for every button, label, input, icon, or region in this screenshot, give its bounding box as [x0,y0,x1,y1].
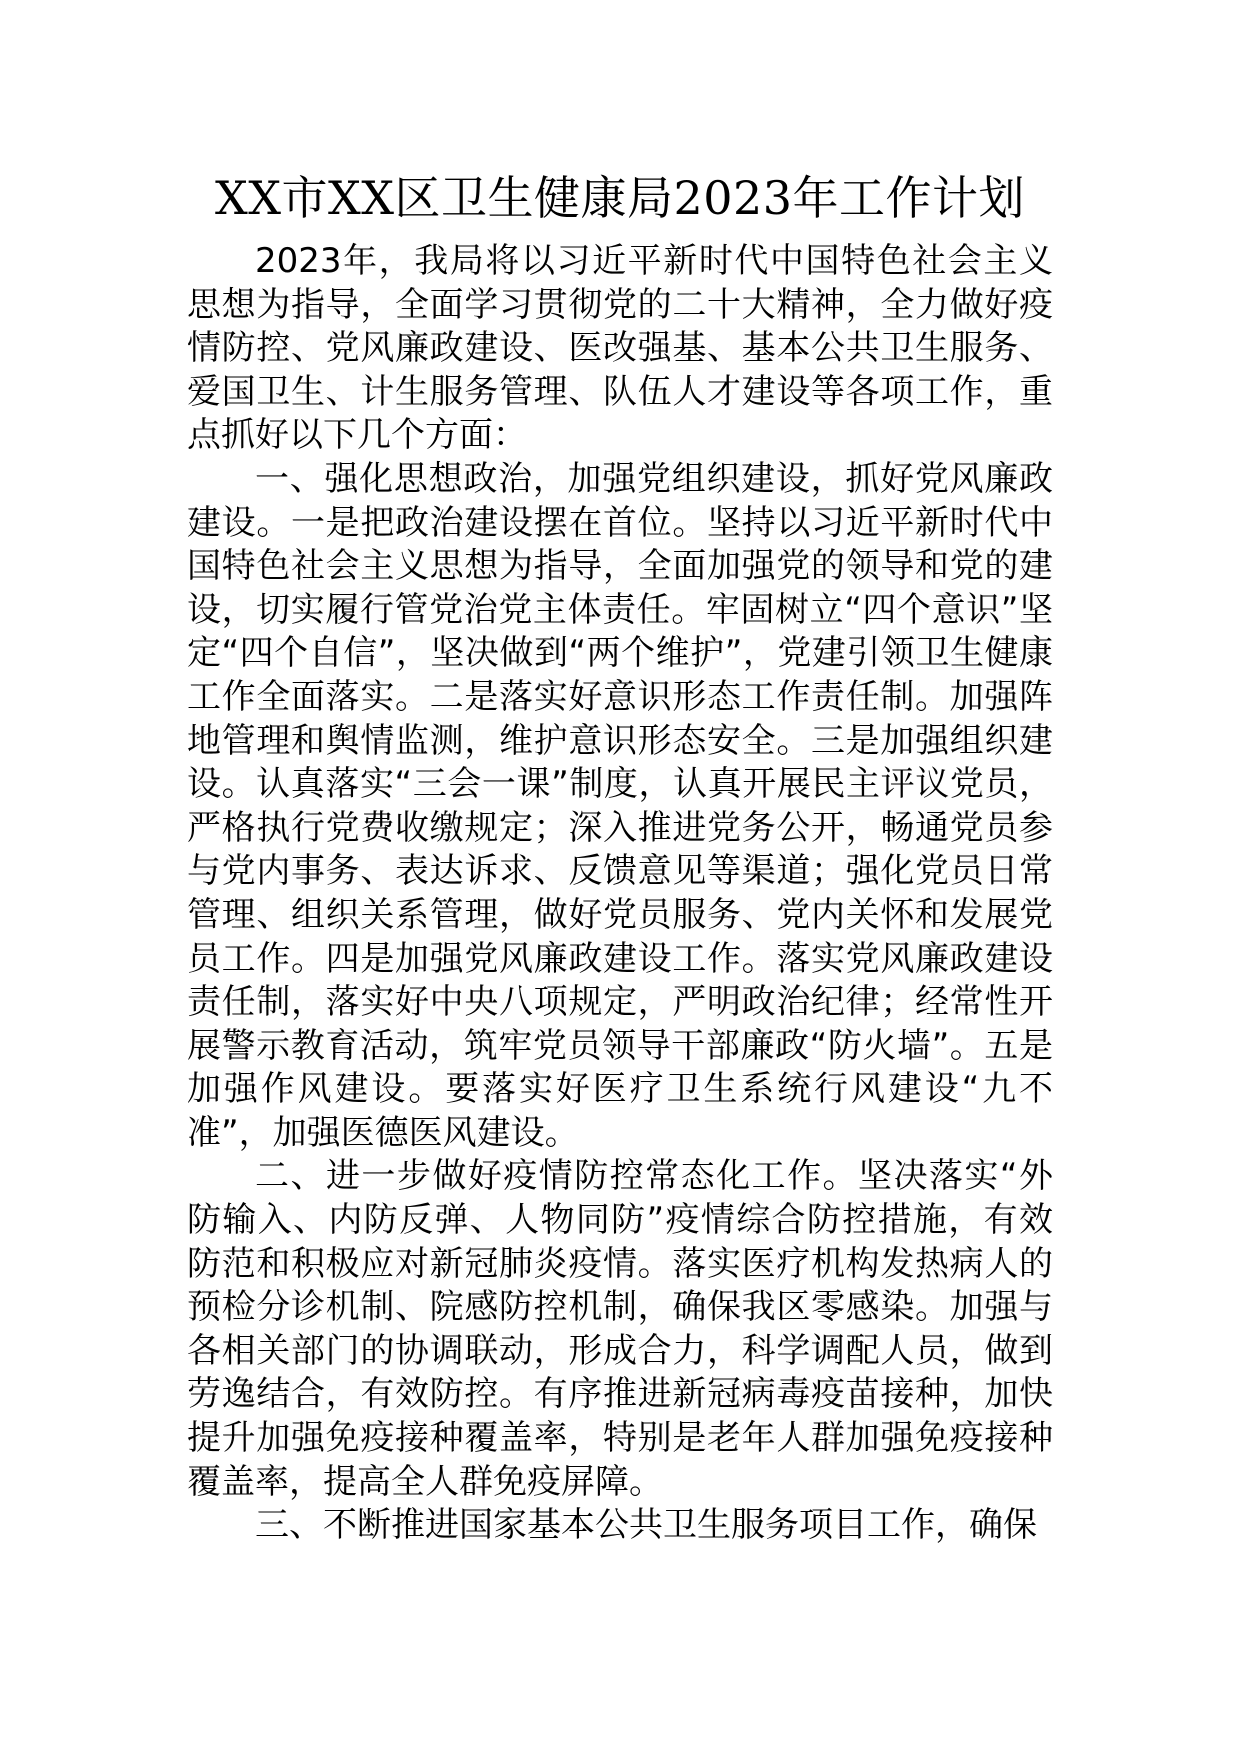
paragraph-section-2: 二、进一步做好疫情防控常态化工作。坚决落实“外防输入、内防反弹、人物同防”疫情综合防控措施，有效防范和积极应对新冠肺炎疫情。落实医疗机构发热病人的预检分诊机制、院感防控机制，确保我区零感染。加强与各相关部门的协调联动，形成合力，科学调配人员，做到劳逸结合，有效防控。有序推进新冠病毒疫苗接种，加快提升加强免疫接种覆盖率，特别是老年人群加强免疫接种覆盖率，提高全人群免疫屏障。 [187,1156,1053,1502]
document-body [187,240,1053,1548]
paragraph-section-3: 三、不断推进国家基本公共卫生服务项目工作，确保 [255,1505,1037,1546]
paragraph-intro: 2023年，我局将以习近平新时代中国特色社会主义思想为指导，全面学习贯彻党的二十大精神，全力做好疫情防控、党风廉政建设、医改强基、基本公共卫生服务、爱国卫生、计生服务管理、队伍人才建设等各项工作，重点抓好以下几个方面： [187,241,1053,456]
document-title: XX市XX区卫生健康局2023年工作计划 [214,171,1026,225]
paragraph-section-1: 一、强化思想政治，加强党组织建设，抓好党风廉政建设。一是把政治建设摆在首位。坚持以习近平新时代中国特色社会主义思想为指导，全面加强党的领导和党的建设，切实履行管党治党主体责任。牢固树立“四个意识”坚定“四个自信”，坚决做到“两个维护”，党建引领卫生健康工作全面落实。二是落实好意识形态工作责任制。加强阵地管理和舆情监测，维护意识形态安全。三是加强组织建设。认真落实“三会一课”制度，认真开展民主评议党员，严格执行党费收缴规定；深入推进党务公开，畅通党员参与党内事务、表达诉求、反馈意见等渠道；强化党员日常管理、组织关系管理，做好党员服务、党内关怀和发展党员工作。四是加强党风廉政建设工作。落实党风廉政建设责任制，落实好中央八项规定，严明政治纪律；经常性开展警示教育活动，筑牢党员领导干部廉政“防火墙”。五是加强作风建设。要落实好医疗卫生系统行风建设“九不准”，加强医德医风建设。 [187,458,1053,1153]
